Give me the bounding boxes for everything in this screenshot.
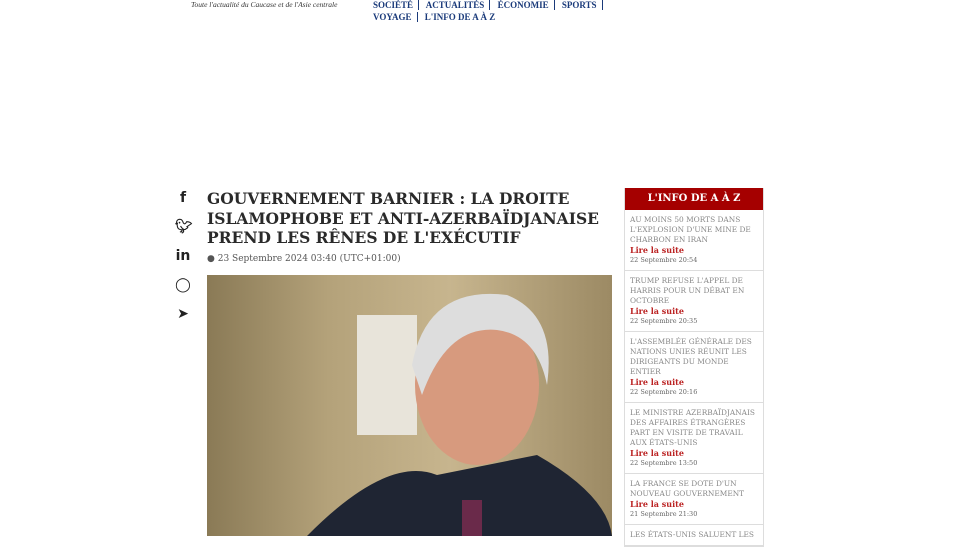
news-item[interactable] xyxy=(625,474,763,525)
nav-info-a-z[interactable]: L'INFO DE A À Z xyxy=(424,12,496,22)
site-tagline: Toute l'actualité du Caucase et de l'Asie centrale xyxy=(191,0,338,9)
news-item[interactable] xyxy=(625,332,763,403)
news-date: 22 Septembre 13:50 xyxy=(630,459,698,467)
whatsapp-icon[interactable]: ◯ xyxy=(175,277,191,293)
date-text: 23 Septembre 2024 03:40 xyxy=(217,254,337,264)
news-item[interactable] xyxy=(625,210,763,271)
news-date: 21 Septembre 21:30 xyxy=(630,510,698,518)
read-more-link[interactable]: Lire la suite xyxy=(630,377,684,387)
linkedin-icon[interactable]: in xyxy=(175,248,191,264)
news-title[interactable]: LA FRANCE SE DOTE D'UN NOUVEAU GOUVERNEMENT xyxy=(630,479,745,498)
news-date: 22 Septembre 20:16 xyxy=(630,388,698,396)
news-title[interactable]: LES ÉTATS-UNIS SALUENT LES xyxy=(630,530,754,539)
news-title[interactable]: L'ASSEMBLÉE GÉNÉRALE DES NATIONS UNIES RÉUNIT LES DIRIGEANTS DU MONDE ENTIER xyxy=(630,337,752,376)
main-nav-row2 xyxy=(373,12,495,23)
news-item[interactable] xyxy=(625,403,763,474)
news-title[interactable]: TRUMP REFUSE L'APPEL DE HARRIS POUR UN DÉBAT EN OCTOBRE xyxy=(630,276,745,305)
timezone: (UTC+01:00) xyxy=(339,254,401,264)
nav-voyage[interactable]: VOYAGE xyxy=(373,12,412,22)
read-more-link[interactable]: Lire la suite xyxy=(630,245,684,255)
article-title: GOUVERNEMENT BARNIER : LA DROITE ISLAMOPHOBE ET ANTI-AZERBAÏDJANAISE PREND LES RÊNES DE L'EXÉCUTIF xyxy=(207,189,599,247)
article-date xyxy=(207,254,401,264)
news-date: 22 Septembre 20:35 xyxy=(630,317,698,325)
news-item[interactable] xyxy=(625,271,763,332)
nav-sports[interactable]: SPORTS xyxy=(561,0,597,10)
read-more-link[interactable]: Lire la suite xyxy=(630,448,684,458)
nav-actualites[interactable]: ACTUALITÉS xyxy=(425,0,485,10)
news-title[interactable]: AU MOINS 50 MORTS DANS L'EXPLOSION D'UNE MINE DE CHARBON EN IRAN xyxy=(630,215,751,244)
nav-economie[interactable]: ÉCONOMIE xyxy=(497,0,549,10)
read-more-link[interactable]: Lire la suite xyxy=(630,499,684,509)
article-photo xyxy=(207,275,612,536)
telegram-icon[interactable]: ➤ xyxy=(177,306,189,322)
clock-icon: ● xyxy=(207,254,215,264)
share-bar xyxy=(175,190,191,335)
info-a-z-sidebar xyxy=(624,188,764,547)
twitter-icon[interactable]: 🐦︎ xyxy=(175,219,193,235)
news-title[interactable]: LE MINISTRE AZERBAÏDJANAIS DES AFFAIRES ÉTRANGÈRES PART EN VISITE DE TRAVAIL AUX ÉTATS-UNIS xyxy=(630,408,755,447)
news-date: 22 Septembre 20:54 xyxy=(630,256,698,264)
sidebar-title: L'INFO DE A À Z xyxy=(625,188,763,210)
nav-societe[interactable]: SOCIÉTÉ xyxy=(373,0,414,10)
main-nav-row1 xyxy=(373,0,608,11)
read-more-link[interactable]: Lire la suite xyxy=(630,306,684,316)
facebook-icon[interactable]: f xyxy=(179,190,187,206)
